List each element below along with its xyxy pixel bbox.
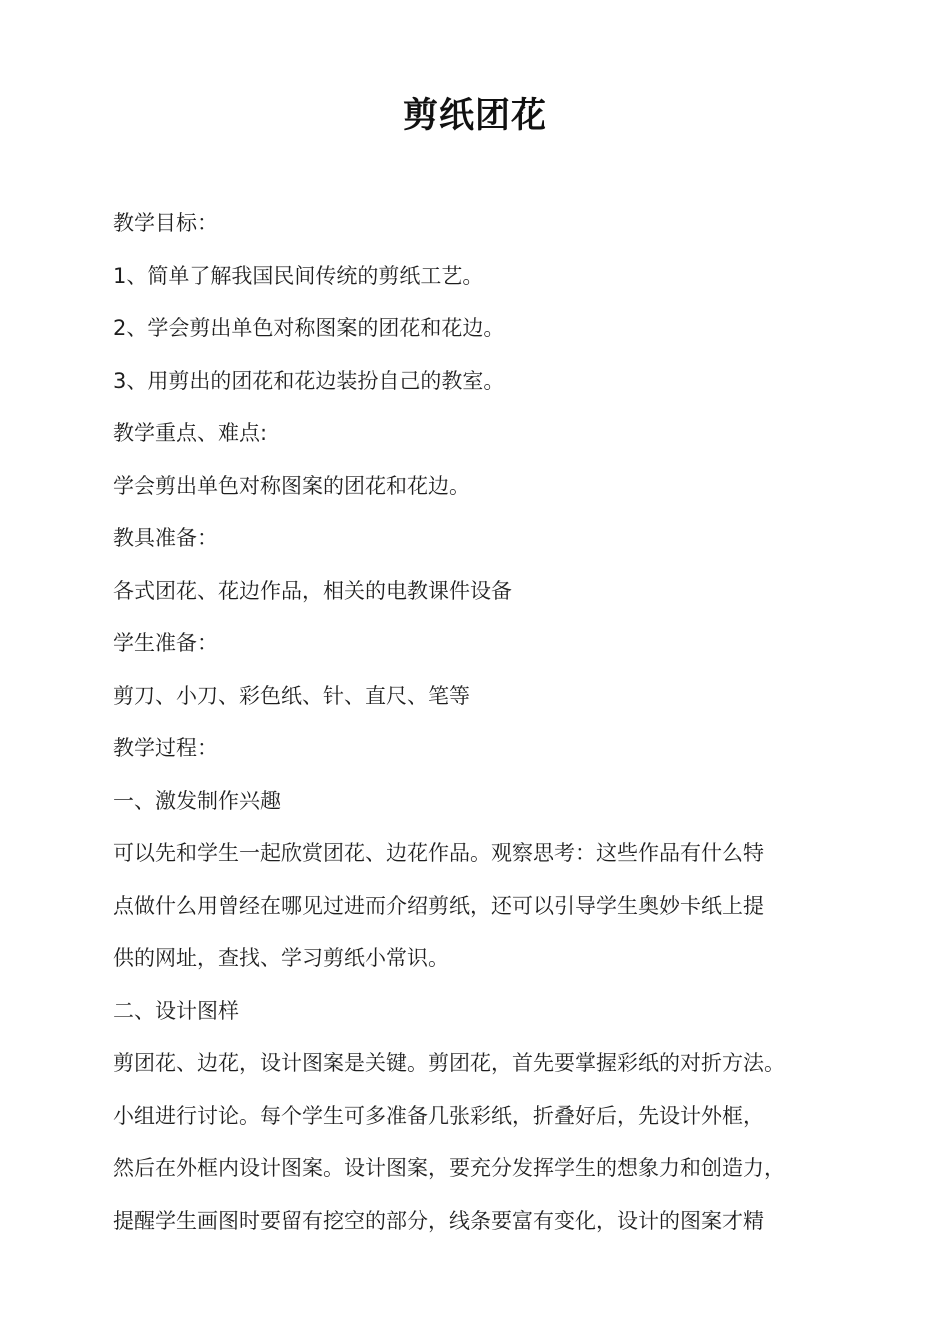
paragraph-student-prep: 剪刀、小刀、彩色纸、针、直尺、笔等 bbox=[113, 683, 470, 708]
paragraph-teaching-aids-heading: 教具准备： bbox=[113, 526, 218, 550]
paragraph-section-2-line-3: 然后在外框内设计图案。设计图案，要充分发挥学生的想象力和创造力， bbox=[113, 1156, 785, 1180]
paragraph-section-2-line-4: 提醒学生画图时要留有挖空的部分，线条要富有变化，设计的图案才精 bbox=[113, 1208, 764, 1233]
paragraph-teaching-aids: 各式团花、花边作品，相关的电教课件设备 bbox=[113, 578, 512, 603]
paragraph-section-1-line-1: 可以先和学生一起欣赏团花、边花作品。观察思考：这些作品有什么特 bbox=[113, 841, 764, 865]
paragraph-section-2-line-1: 剪团花、边花，设计图案是关键。剪团花，首先要掌握彩纸的对折方法。 bbox=[113, 1051, 785, 1075]
document-title: 剪纸团花 bbox=[402, 96, 547, 136]
paragraph-key-points: 学会剪出单色对称图案的团花和花边。 bbox=[113, 473, 470, 498]
paragraph-section-1-heading: 一、激发制作兴趣 bbox=[113, 788, 281, 813]
paragraph-section-1-line-3: 供的网址，查找、学习剪纸小常识。 bbox=[113, 946, 449, 970]
paragraph-process-heading: 教学过程： bbox=[113, 736, 218, 760]
paragraph-goal-3: 3、用剪出的团花和花边装扮自己的教室。 bbox=[113, 368, 505, 393]
paragraph-section-2-line-2: 小组进行讨论。每个学生可多准备几张彩纸，折叠好后，先设计外框， bbox=[113, 1103, 764, 1128]
paragraph-goal-1: 1、简单了解我国民间传统的剪纸工艺。 bbox=[113, 263, 484, 288]
paragraph-key-points-heading: 教学重点、难点: bbox=[113, 421, 268, 445]
paragraph-section-1-line-2: 点做什么用曾经在哪见过进而介绍剪纸，还可以引导学生奥妙卡纸上提 bbox=[113, 893, 764, 918]
paragraph-teaching-goals-heading: 教学目标： bbox=[113, 211, 218, 235]
document-body bbox=[113, 197, 843, 1247]
paragraph-section-2-heading: 二、设计图样 bbox=[113, 998, 239, 1023]
paragraph-goal-2: 2、学会剪出单色对称图案的团花和花边。 bbox=[113, 316, 505, 340]
paragraph-student-prep-heading: 学生准备： bbox=[113, 631, 218, 655]
